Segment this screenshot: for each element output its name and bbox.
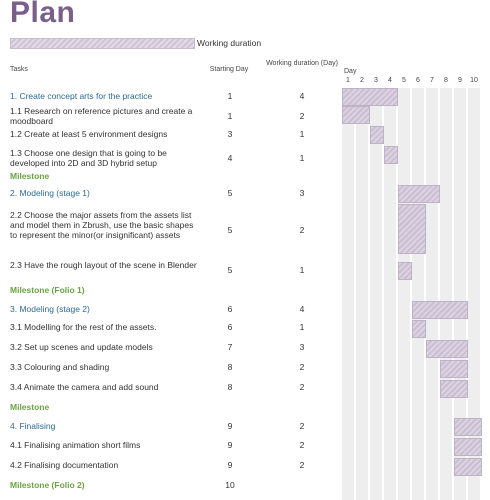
section-label: 2. Modeling (stage 1) <box>10 188 90 198</box>
gantt-bar <box>398 185 440 203</box>
starting-day-value: 9 <box>227 421 233 431</box>
grid-column <box>356 88 368 500</box>
gantt-bar <box>398 262 412 280</box>
day-number: 10 <box>470 77 478 84</box>
gantt-bar <box>440 360 468 378</box>
gantt-bar <box>370 126 384 144</box>
column-header-starting-day: Starting Day <box>209 66 249 73</box>
task-label: 1.2 Create at least 5 environment designs <box>10 129 168 139</box>
milestone-label: Milestone (Folio 2) <box>10 480 85 490</box>
day-number: 6 <box>416 77 420 84</box>
starting-day-value: 7 <box>227 342 233 352</box>
task-label: 1.1 Research on reference pictures and create a moodboard <box>10 106 193 126</box>
column-header-duration: Working duration (Day) <box>266 60 338 67</box>
page-title: Plan <box>10 0 76 29</box>
day-number: 4 <box>388 77 392 84</box>
grid-column <box>342 88 354 500</box>
task-label: 3.2 Set up scenes and update models <box>10 342 153 352</box>
grid-column <box>398 88 410 500</box>
column-header-day: Day <box>344 68 357 75</box>
task-label: 1.3 Choose one design that is going to be developed into 2D and 3D hybrid setup <box>10 148 167 168</box>
gantt-bar <box>440 380 468 398</box>
milestone-label: Milestone <box>10 171 50 181</box>
starting-day-value: 1 <box>227 91 233 101</box>
legend-swatch <box>10 38 195 49</box>
grid-column <box>440 88 452 500</box>
duration-value: 4 <box>299 91 305 101</box>
duration-value: 1 <box>299 153 305 163</box>
gantt-bar <box>412 320 426 338</box>
duration-value: 2 <box>299 362 305 372</box>
gantt-bar <box>454 458 482 476</box>
gantt-bar <box>426 340 468 358</box>
day-number: 1 <box>346 77 350 84</box>
starting-day-value: 3 <box>227 129 233 139</box>
day-number: 9 <box>458 77 462 84</box>
duration-value: 2 <box>299 460 305 470</box>
column-header-tasks: Tasks <box>10 66 28 73</box>
gantt-bar <box>342 106 370 124</box>
gantt-bar <box>454 418 482 436</box>
grid-column <box>370 88 382 500</box>
duration-value: 2 <box>299 421 305 431</box>
starting-day-value: 9 <box>227 460 233 470</box>
starting-day-value: 10 <box>225 480 235 490</box>
task-label: 2.3 Have the rough layout of the scene in Blender <box>10 260 197 270</box>
starting-day-value: 1 <box>227 111 233 121</box>
duration-value: 1 <box>299 322 305 332</box>
task-label: 3.1 Modelling for the rest of the assets. <box>10 322 157 332</box>
duration-value: 3 <box>299 342 305 352</box>
duration-value: 4 <box>299 304 305 314</box>
grid-column <box>412 88 424 500</box>
starting-day-value: 6 <box>227 322 233 332</box>
duration-value: 2 <box>299 111 305 121</box>
starting-day-value: 9 <box>227 440 233 450</box>
milestone-label: Milestone (Folio 1) <box>10 285 85 295</box>
duration-value: 2 <box>299 382 305 392</box>
duration-value: 3 <box>299 188 305 198</box>
duration-value: 1 <box>299 129 305 139</box>
gantt-bar <box>398 204 426 254</box>
task-label: 3.4 Animate the camera and add sound <box>10 382 159 392</box>
duration-value: 2 <box>299 440 305 450</box>
task-label: 2.2 Choose the major assets from the assets list and model them in Zbrush, use the basic shapes to represent the minor(or insignificant) assets <box>10 210 194 240</box>
gantt-bar <box>384 146 398 164</box>
gantt-bar <box>342 88 398 106</box>
task-label: 4.1 Finalising animation short films <box>10 440 141 450</box>
legend-label: Working duration <box>197 38 262 48</box>
duration-value: 2 <box>299 225 305 235</box>
starting-day-value: 8 <box>227 362 233 372</box>
milestone-label: Milestone <box>10 402 50 412</box>
section-label: 4. Finalising <box>10 421 56 431</box>
starting-day-value: 5 <box>227 188 233 198</box>
gantt-bar <box>454 438 482 456</box>
day-number: 5 <box>402 77 406 84</box>
section-label: 1. Create concept arts for the practice <box>10 91 153 101</box>
starting-day-value: 6 <box>227 304 233 314</box>
day-number: 2 <box>360 77 364 84</box>
starting-day-value: 8 <box>227 382 233 392</box>
task-label: 3.3 Colouring and shading <box>10 362 110 372</box>
day-number: 7 <box>430 77 434 84</box>
starting-day-value: 4 <box>227 153 233 163</box>
section-label: 3. Modeling (stage 2) <box>10 304 90 314</box>
task-label: 4.2 Finalising documentation <box>10 460 119 470</box>
duration-value: 1 <box>299 265 305 275</box>
starting-day-value: 5 <box>227 265 233 275</box>
grid-column <box>426 88 438 500</box>
gantt-bar <box>412 301 468 319</box>
day-number: 8 <box>444 77 448 84</box>
starting-day-value: 5 <box>227 225 233 235</box>
day-number: 3 <box>374 77 378 84</box>
